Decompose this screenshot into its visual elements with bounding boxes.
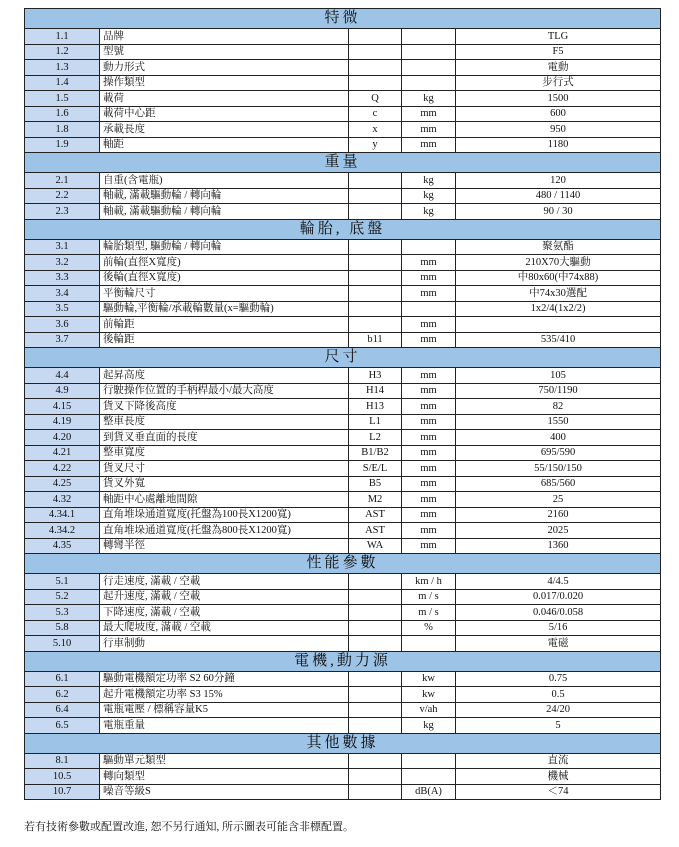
spec-id: 10.5 (25, 769, 100, 785)
spec-symbol (349, 255, 402, 271)
spec-row (25, 270, 661, 286)
spec-value: 90 / 30 (456, 204, 661, 220)
spec-row (25, 188, 661, 204)
spec-row (25, 137, 661, 153)
spec-id: 5.8 (25, 620, 100, 636)
spec-unit: mm (402, 106, 456, 122)
spec-id: 3.7 (25, 332, 100, 348)
spec-value: 1500 (456, 91, 661, 107)
spec-name: 整車寬度 (100, 445, 349, 461)
spec-row (25, 753, 661, 769)
spec-unit: m / s (402, 589, 456, 605)
spec-row (25, 122, 661, 138)
spec-name: 行車制動 (100, 636, 349, 652)
spec-value: 950 (456, 122, 661, 138)
spec-unit: % (402, 620, 456, 636)
spec-value: F5 (456, 44, 661, 60)
spec-value (456, 317, 661, 333)
section-header-row (25, 153, 661, 173)
section-header-row (25, 554, 661, 574)
spec-value: 電磁 (456, 636, 661, 652)
spec-name: 轉彎半徑 (100, 538, 349, 554)
spec-id: 1.9 (25, 137, 100, 153)
spec-unit: mm (402, 523, 456, 539)
spec-id: 4.20 (25, 430, 100, 446)
spec-value: 695/590 (456, 445, 661, 461)
spec-value: 535/410 (456, 332, 661, 348)
spec-row (25, 702, 661, 718)
spec-symbol (349, 574, 402, 590)
spec-id: 4.19 (25, 414, 100, 430)
spec-row (25, 255, 661, 271)
spec-row (25, 301, 661, 317)
spec-symbol (349, 270, 402, 286)
spec-value: 5/16 (456, 620, 661, 636)
spec-symbol: AST (349, 507, 402, 523)
spec-unit: mm (402, 317, 456, 333)
spec-id: 4.4 (25, 368, 100, 384)
spec-name: 前輪(直徑X寬度) (100, 255, 349, 271)
spec-id: 3.2 (25, 255, 100, 271)
section-header-row (25, 9, 661, 29)
spec-symbol: WA (349, 538, 402, 554)
spec-name: 後輪距 (100, 332, 349, 348)
spec-symbol (349, 589, 402, 605)
spec-symbol (349, 671, 402, 687)
section-header-row (25, 219, 661, 239)
spec-name: 自重(含電瓶) (100, 173, 349, 189)
spec-row (25, 461, 661, 477)
spec-unit: mm (402, 399, 456, 415)
spec-row (25, 507, 661, 523)
spec-value: 中74x30選配 (456, 286, 661, 302)
spec-id: 1.3 (25, 60, 100, 76)
spec-id: 1.5 (25, 91, 100, 107)
spec-name: 型號 (100, 44, 349, 60)
spec-value: 400 (456, 430, 661, 446)
spec-symbol (349, 60, 402, 76)
spec-id: 3.5 (25, 301, 100, 317)
spec-id: 4.22 (25, 461, 100, 477)
spec-name: 行駛操作位置的手柄桿最小/最大高度 (100, 383, 349, 399)
section-title: 電機,動力源 (25, 651, 661, 671)
spec-unit (402, 301, 456, 317)
spec-unit: v/ah (402, 702, 456, 718)
spec-symbol: L2 (349, 430, 402, 446)
spec-value: 600 (456, 106, 661, 122)
spec-value: 750/1190 (456, 383, 661, 399)
spec-row (25, 492, 661, 508)
section-header-row (25, 348, 661, 368)
spec-id: 3.6 (25, 317, 100, 333)
spec-name: 到貨叉垂直面的長度 (100, 430, 349, 446)
spec-id: 2.1 (25, 173, 100, 189)
spec-id: 4.32 (25, 492, 100, 508)
spec-id: 1.2 (25, 44, 100, 60)
spec-row (25, 368, 661, 384)
spec-row (25, 75, 661, 91)
spec-value: 2160 (456, 507, 661, 523)
spec-name: 電瓶重量 (100, 718, 349, 734)
spec-name: 噪音等級S (100, 784, 349, 800)
spec-id: 6.4 (25, 702, 100, 718)
spec-id: 6.1 (25, 671, 100, 687)
spec-name: 軸載, 滿載驅動輪 / 轉向輪 (100, 204, 349, 220)
spec-value: 210X70大驅動 (456, 255, 661, 271)
spec-unit: km / h (402, 574, 456, 590)
spec-row (25, 399, 661, 415)
spec-row (25, 784, 661, 800)
section-title: 性能參數 (25, 554, 661, 574)
spec-unit: mm (402, 332, 456, 348)
spec-symbol: S/E/L (349, 461, 402, 477)
spec-id: 1.6 (25, 106, 100, 122)
spec-name: 操作類型 (100, 75, 349, 91)
section-title: 重量 (25, 153, 661, 173)
spec-value: 1360 (456, 538, 661, 554)
spec-id: 3.1 (25, 239, 100, 255)
spec-name: 起升速度, 滿載 / 空載 (100, 589, 349, 605)
spec-unit (402, 60, 456, 76)
section-header-row (25, 651, 661, 671)
spec-name: 載荷 (100, 91, 349, 107)
spec-value: 1180 (456, 137, 661, 153)
spec-row (25, 317, 661, 333)
spec-row (25, 589, 661, 605)
spec-symbol: c (349, 106, 402, 122)
spec-row (25, 574, 661, 590)
spec-symbol (349, 75, 402, 91)
spec-value: 0.5 (456, 687, 661, 703)
spec-symbol (349, 29, 402, 45)
spec-row (25, 44, 661, 60)
spec-unit: m / s (402, 605, 456, 621)
spec-row (25, 173, 661, 189)
spec-symbol (349, 301, 402, 317)
spec-value: 機械 (456, 769, 661, 785)
spec-row (25, 239, 661, 255)
spec-unit: kg (402, 188, 456, 204)
spec-name: 貨叉尺寸 (100, 461, 349, 477)
spec-unit: mm (402, 270, 456, 286)
spec-value: 聚氨酯 (456, 239, 661, 255)
section-header-row (25, 733, 661, 753)
spec-value: 480 / 1140 (456, 188, 661, 204)
spec-row (25, 106, 661, 122)
spec-value: 0.017/0.020 (456, 589, 661, 605)
spec-symbol (349, 620, 402, 636)
spec-value: 1550 (456, 414, 661, 430)
spec-symbol: B5 (349, 476, 402, 492)
spec-name: 起升電機額定功率 S3 15% (100, 687, 349, 703)
spec-row (25, 60, 661, 76)
spec-name: 貨叉外寬 (100, 476, 349, 492)
spec-value: 5 (456, 718, 661, 734)
spec-id: 5.2 (25, 589, 100, 605)
spec-unit: mm (402, 286, 456, 302)
spec-symbol: y (349, 137, 402, 153)
spec-value: 2025 (456, 523, 661, 539)
spec-id: 5.10 (25, 636, 100, 652)
spec-unit (402, 769, 456, 785)
spec-id: 4.35 (25, 538, 100, 554)
spec-value: 120 (456, 173, 661, 189)
spec-name: 行走速度, 滿載 / 空載 (100, 574, 349, 590)
spec-id: 4.34.1 (25, 507, 100, 523)
spec-name: 承載長度 (100, 122, 349, 138)
spec-row (25, 286, 661, 302)
spec-id: 2.2 (25, 188, 100, 204)
spec-symbol: H13 (349, 399, 402, 415)
spec-value: 步行式 (456, 75, 661, 91)
spec-id: 10.7 (25, 784, 100, 800)
spec-name: 動力形式 (100, 60, 349, 76)
spec-id: 5.1 (25, 574, 100, 590)
spec-row (25, 91, 661, 107)
spec-row (25, 718, 661, 734)
spec-symbol (349, 605, 402, 621)
spec-id: 4.34.2 (25, 523, 100, 539)
spec-symbol (349, 286, 402, 302)
spec-unit (402, 44, 456, 60)
spec-row (25, 671, 661, 687)
spec-value: 55/150/150 (456, 461, 661, 477)
spec-value: ＜74 (456, 784, 661, 800)
spec-unit: kg (402, 718, 456, 734)
spec-symbol: x (349, 122, 402, 138)
spec-value: 中80x60(中74x88) (456, 270, 661, 286)
spec-id: 1.8 (25, 122, 100, 138)
section-title: 特微 (25, 9, 661, 29)
spec-id: 4.25 (25, 476, 100, 492)
spec-symbol: b11 (349, 332, 402, 348)
spec-sheet (24, 8, 660, 800)
spec-value: 24/20 (456, 702, 661, 718)
spec-value: 105 (456, 368, 661, 384)
spec-symbol: L1 (349, 414, 402, 430)
spec-unit (402, 636, 456, 652)
spec-name: 直角堆垛通道寬度(托盤為100長X1200寬) (100, 507, 349, 523)
spec-unit: kg (402, 204, 456, 220)
spec-name: 整車長度 (100, 414, 349, 430)
spec-name: 後輪(直徑X寬度) (100, 270, 349, 286)
spec-value: 0.046/0.058 (456, 605, 661, 621)
spec-unit: mm (402, 476, 456, 492)
spec-symbol: AST (349, 523, 402, 539)
spec-name: 下降速度, 滿載 / 空載 (100, 605, 349, 621)
spec-name: 軸距 (100, 137, 349, 153)
spec-value: TLG (456, 29, 661, 45)
spec-name: 轉向類型 (100, 769, 349, 785)
spec-symbol: M2 (349, 492, 402, 508)
spec-symbol: H3 (349, 368, 402, 384)
spec-row (25, 332, 661, 348)
spec-unit: mm (402, 445, 456, 461)
spec-unit: mm (402, 255, 456, 271)
spec-unit: mm (402, 137, 456, 153)
spec-symbol (349, 44, 402, 60)
spec-name: 電瓶電壓 / 標稱容量K5 (100, 702, 349, 718)
spec-name: 驅動單元類型 (100, 753, 349, 769)
spec-row (25, 769, 661, 785)
spec-name: 貨叉下降後高度 (100, 399, 349, 415)
footnote: 若有技術參數或配置改進, 恕不另行通知, 所示圖表可能含非標配置。 (24, 821, 354, 833)
spec-id: 6.2 (25, 687, 100, 703)
spec-value: 4/4.5 (456, 574, 661, 590)
spec-row (25, 687, 661, 703)
spec-unit: mm (402, 507, 456, 523)
section-title: 輪胎, 底盤 (25, 219, 661, 239)
spec-symbol: B1/B2 (349, 445, 402, 461)
spec-name: 起昇高度 (100, 368, 349, 384)
spec-unit: mm (402, 383, 456, 399)
spec-name: 前輪距 (100, 317, 349, 333)
spec-name: 平衡輪尺寸 (100, 286, 349, 302)
spec-table (24, 8, 661, 800)
spec-symbol (349, 718, 402, 734)
spec-unit (402, 75, 456, 91)
spec-unit (402, 29, 456, 45)
spec-id: 4.15 (25, 399, 100, 415)
spec-id: 3.4 (25, 286, 100, 302)
spec-name: 軸載, 滿載驅動輪 / 轉向輪 (100, 188, 349, 204)
spec-value: 電動 (456, 60, 661, 76)
spec-symbol (349, 317, 402, 333)
spec-unit: mm (402, 430, 456, 446)
spec-symbol (349, 239, 402, 255)
spec-id: 3.3 (25, 270, 100, 286)
spec-id: 6.5 (25, 718, 100, 734)
spec-name: 驅動輪,平衡輪/承載輪數量(x=驅動輪) (100, 301, 349, 317)
spec-name: 品牌 (100, 29, 349, 45)
spec-value: 0.75 (456, 671, 661, 687)
spec-unit: kg (402, 91, 456, 107)
spec-symbol (349, 687, 402, 703)
spec-row (25, 383, 661, 399)
spec-name: 軸距中心處離地間隙 (100, 492, 349, 508)
section-title: 尺寸 (25, 348, 661, 368)
spec-row (25, 636, 661, 652)
spec-row (25, 204, 661, 220)
spec-symbol (349, 753, 402, 769)
spec-name: 最大爬坡度, 滿載 / 空載 (100, 620, 349, 636)
spec-unit: mm (402, 538, 456, 554)
spec-unit: dB(A) (402, 784, 456, 800)
spec-row (25, 29, 661, 45)
spec-id: 1.4 (25, 75, 100, 91)
spec-symbol (349, 702, 402, 718)
spec-unit: mm (402, 368, 456, 384)
spec-row (25, 538, 661, 554)
spec-unit: mm (402, 461, 456, 477)
spec-value: 直流 (456, 753, 661, 769)
spec-symbol (349, 769, 402, 785)
spec-id: 4.21 (25, 445, 100, 461)
spec-value: 82 (456, 399, 661, 415)
spec-id: 2.3 (25, 204, 100, 220)
spec-row (25, 445, 661, 461)
spec-unit: kg (402, 173, 456, 189)
spec-symbol (349, 188, 402, 204)
spec-unit: kw (402, 687, 456, 703)
spec-symbol (349, 204, 402, 220)
spec-name: 載荷中心距 (100, 106, 349, 122)
spec-row (25, 620, 661, 636)
spec-id: 5.3 (25, 605, 100, 621)
spec-id: 1.1 (25, 29, 100, 45)
spec-row (25, 414, 661, 430)
spec-symbol (349, 784, 402, 800)
spec-unit (402, 753, 456, 769)
spec-row (25, 476, 661, 492)
spec-id: 4.9 (25, 383, 100, 399)
spec-symbol (349, 173, 402, 189)
spec-symbol: H14 (349, 383, 402, 399)
spec-unit (402, 239, 456, 255)
spec-row (25, 523, 661, 539)
spec-symbol: Q (349, 91, 402, 107)
spec-row (25, 605, 661, 621)
spec-row (25, 430, 661, 446)
section-title: 其他數據 (25, 733, 661, 753)
spec-value: 1x2/4(1x2/2) (456, 301, 661, 317)
spec-name: 直角堆垛通道寬度(托盤為800長X1200寬) (100, 523, 349, 539)
spec-unit: mm (402, 414, 456, 430)
spec-name: 驅動電機額定功率 S2 60分鐘 (100, 671, 349, 687)
spec-table-body (25, 9, 661, 800)
spec-unit: kw (402, 671, 456, 687)
spec-symbol (349, 636, 402, 652)
spec-value: 685/560 (456, 476, 661, 492)
spec-id: 8.1 (25, 753, 100, 769)
spec-unit: mm (402, 122, 456, 138)
spec-value: 25 (456, 492, 661, 508)
spec-unit: mm (402, 492, 456, 508)
spec-name: 輪胎類型, 驅動輪 / 轉向輪 (100, 239, 349, 255)
